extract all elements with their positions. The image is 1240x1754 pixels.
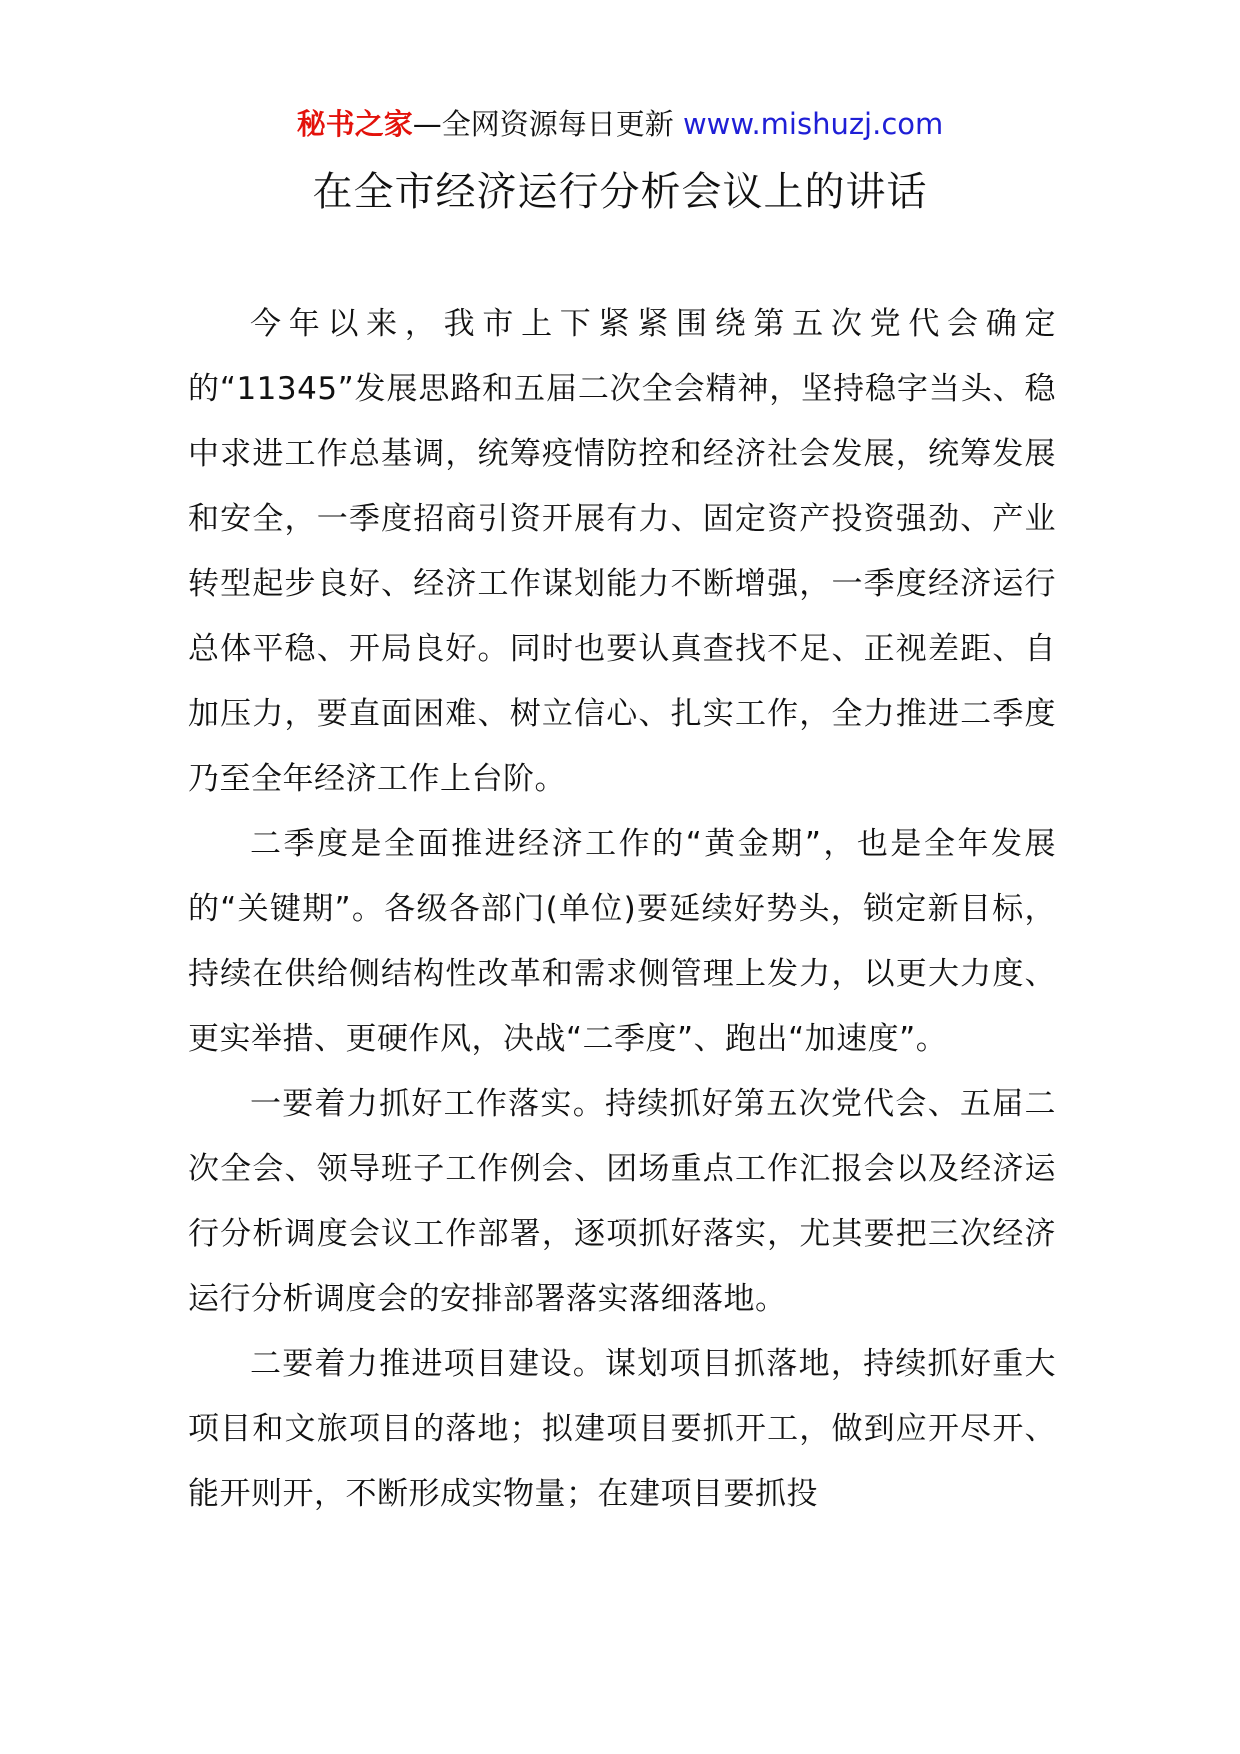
paragraph: 今年以来，我市上下紧紧围绕第五次党代会确定的“11345”发展思路和五届二次全会精神，坚持稳字当头、稳中求进工作总基调，统筹疫情防控和经济社会发展，统筹发展和安全，一季度招商引资开展有力、固定资产投资强劲、产业转型起步良好、经济工作谋划能力不断增强，一季度经济运行总体平稳、开局良好。同时也要认真查找不足、正视差距、自加压力，要直面困难、树立信心、扎实工作，全力推进二季度乃至全年经济工作上台阶。: [188, 306, 1056, 797]
site-header: [0, 104, 1240, 144]
site-url-link[interactable]: www.mishuzj.com: [682, 107, 944, 141]
site-slogan: —全网资源每日更新: [412, 107, 674, 141]
brand-name: 秘书之家: [296, 107, 413, 141]
paragraph: 二季度是全面推进经济工作的“黄金期”，也是全年发展的“关键期”。各级各部门(单位)要延续好势头，锁定新目标，持续在供给侧结构性改革和需求侧管理上发力，以更大力度、更实举措、更硬作风，决战“二季度”、跑出“加速度”。: [188, 826, 1056, 1057]
document-title: 在全市经济运行分析会议上的讲话: [312, 169, 928, 215]
paragraph: 二要着力推进项目建设。谋划项目抓落地，持续抓好重大项目和文旅项目的落地；拟建项目要抓开工，做到应开尽开、能开则开，不断形成实物量；在建项目要抓投: [188, 1346, 1056, 1512]
document-body: [188, 292, 1056, 1527]
paragraph: 一要着力抓好工作落实。持续抓好第五次党代会、五届二次全会、领导班子工作例会、团场重点工作汇报会以及经济运行分析调度会议工作部署，逐项抓好落实，尤其要把三次经济运行分析调度会的安排部署落实落细落地。: [188, 1086, 1056, 1317]
